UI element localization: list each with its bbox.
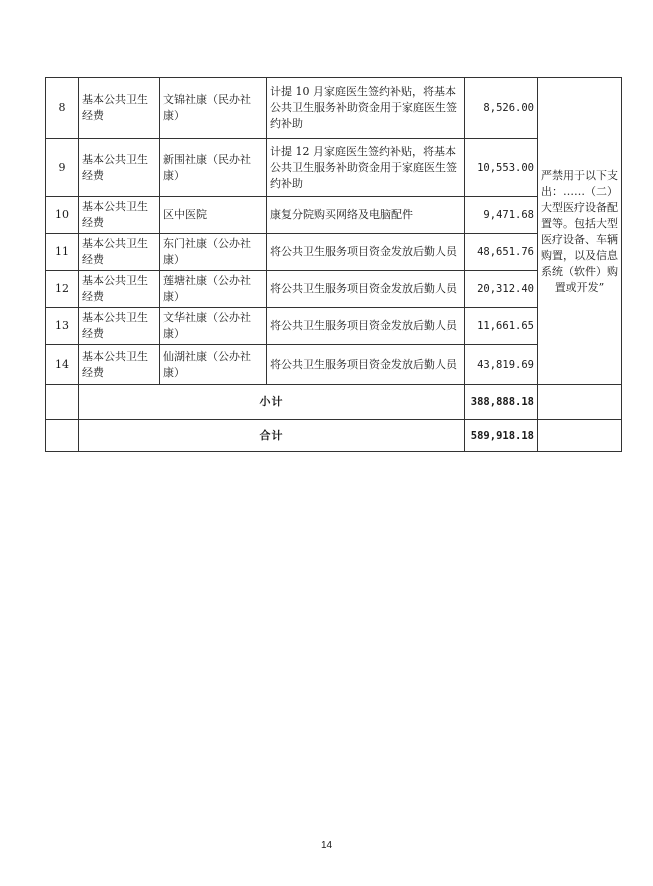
- usage-description: 将公共卫生服务项目资金发放后勤人员: [267, 271, 465, 308]
- total-note-cell: [538, 420, 622, 452]
- row-number: 13: [46, 308, 79, 345]
- unit-name: 莲塘社康（公办社康）: [160, 271, 267, 308]
- usage-description: 将公共卫生服务项目资金发放后勤人员: [267, 234, 465, 271]
- table-row: [46, 139, 622, 197]
- table-row: [46, 308, 622, 345]
- restriction-note-text: 严禁用于以下支出：……（二）大型医疗设备配置等。包括大型医疗设备、车辆购置，以及信息系统（软件）购: [541, 168, 618, 278]
- total-row: [46, 420, 622, 452]
- unit-name: 新围社康（民办社康）: [160, 139, 267, 197]
- restriction-note: [538, 78, 622, 385]
- amount: 43,819.69: [465, 345, 538, 385]
- page-number: 14: [320, 840, 333, 851]
- row-number: 12: [46, 271, 79, 308]
- amount: 11,661.65: [465, 308, 538, 345]
- usage-description: 将公共卫生服务项目资金发放后勤人员: [267, 345, 465, 385]
- fund-source: 基本公共卫生经费: [79, 197, 160, 234]
- fund-source: 基本公共卫生经费: [79, 234, 160, 271]
- table-row: [46, 271, 622, 308]
- table-row: [46, 78, 622, 139]
- amount: 8,526.00: [465, 78, 538, 139]
- unit-name: 文锦社康（民办社康）: [160, 78, 267, 139]
- usage-description: 将公共卫生服务项目资金发放后勤人员: [267, 308, 465, 345]
- unit-name: 文华社康（公办社康）: [160, 308, 267, 345]
- subtotal-amount: 388,888.18: [465, 385, 538, 420]
- unit-name: 东门社康（公办社康）: [160, 234, 267, 271]
- table-row: [46, 197, 622, 234]
- row-number: 11: [46, 234, 79, 271]
- row-number: 10: [46, 197, 79, 234]
- subtotal-blank-cell: [46, 385, 79, 420]
- unit-name: 仙湖社康（公办社康）: [160, 345, 267, 385]
- total-amount: 589,918.18: [465, 420, 538, 452]
- expenditure-table-page: [45, 77, 621, 452]
- usage-description: 计提 12 月家庭医生签约补贴，将基本公共卫生服务补助资金用于家庭医生签约补助: [267, 139, 465, 197]
- total-label: 合计: [79, 420, 465, 452]
- subtotal-note-cell: [538, 385, 622, 420]
- fund-source: 基本公共卫生经费: [79, 78, 160, 139]
- unit-name: 区中医院: [160, 197, 267, 234]
- expenditure-table: [45, 77, 622, 452]
- subtotal-row: [46, 385, 622, 420]
- usage-description: 计提 10 月家庭医生签约补贴，将基本公共卫生服务补助资金用于家庭医生签约补助: [267, 78, 465, 139]
- row-number: 8: [46, 78, 79, 139]
- restriction-note-last-line: 置或开发”: [554, 280, 605, 294]
- subtotal-label: 小计: [79, 385, 465, 420]
- fund-source: 基本公共卫生经费: [79, 308, 160, 345]
- row-number: 14: [46, 345, 79, 385]
- usage-description: 康复分院购买网络及电脑配件: [267, 197, 465, 234]
- amount: 9,471.68: [465, 197, 538, 234]
- row-number: 9: [46, 139, 79, 197]
- amount: 10,553.00: [465, 139, 538, 197]
- total-blank-cell: [46, 420, 79, 452]
- fund-source: 基本公共卫生经费: [79, 139, 160, 197]
- fund-source: 基本公共卫生经费: [79, 345, 160, 385]
- amount: 48,651.76: [465, 234, 538, 271]
- table-row: [46, 345, 622, 385]
- fund-source: 基本公共卫生经费: [79, 271, 160, 308]
- table-row: [46, 234, 622, 271]
- amount: 20,312.40: [465, 271, 538, 308]
